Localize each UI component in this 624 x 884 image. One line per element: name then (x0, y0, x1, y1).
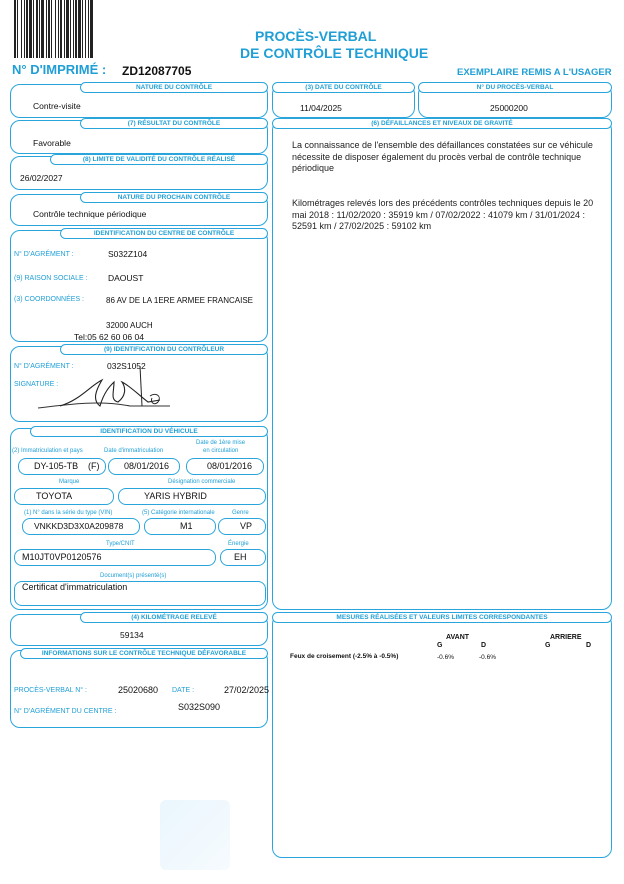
defaillances-paragraph2: Kilométrages relevés lors des précédents contrôles techniques depuis le 20 mai 2018 : 11/02/2020 : 35919 km / 07/02/2022 : 41079 km / 31/01/2024 : 52591 km / 27/02/2025 : 59102 km (292, 198, 594, 231)
numero-pv-value: 25000200 (490, 103, 528, 113)
centre-agrement-label: N° D'AGRÉMENT : (14, 251, 74, 258)
kilometrage-value: 59134 (120, 630, 144, 640)
centre-agrement-value: S032Z104 (108, 249, 148, 259)
date-controle-value: 11/04/2025 (300, 103, 342, 113)
genre-value: VP (240, 521, 253, 531)
centre-coord-line1: 86 AV DE LA 1ERE ARMEE FRANCAISE (106, 296, 254, 305)
centre-header: IDENTIFICATION DU CENTRE DE CONTRÔLE (60, 228, 268, 239)
mesures-row-avant-g: -0.6% (437, 654, 454, 661)
prochain-value: Contrôle technique périodique (33, 209, 147, 219)
limite-header: (8) LIMITE DE VALIDITÉ DU CONTRÔLE RÉALISÉ (50, 154, 268, 165)
designation-value: YARIS HYBRID (144, 491, 207, 501)
defaillances-header: (6) DÉFAILLANCES ET NIVEAUX DE GRAVITÉ (272, 118, 612, 129)
mesures-avant: AVANT (446, 634, 470, 641)
centre-raison-value: DAOUST (108, 273, 144, 283)
defavorable-date-value: 27/02/2025 (224, 685, 270, 695)
defavorable-agrement-value: S032S090 (178, 702, 221, 712)
centre-raison-label: (9) RAISON SOCIALE : (14, 275, 88, 282)
controleur-agrement-value: 032S1052 (107, 361, 146, 371)
genre-label: Genre (232, 510, 249, 516)
immat-label: (2) Immatriculation et pays (12, 448, 83, 454)
exemplaire-label: EXEMPLAIRE REMIS A L'USAGER (457, 67, 612, 78)
mesures-avant-d: D (481, 642, 487, 649)
mesures-arriere-d: D (586, 642, 592, 649)
numero-imprime-label: N° D'IMPRIMÉ : (12, 62, 107, 77)
nature-header: NATURE DU CONTRÔLE (80, 82, 268, 93)
prochain-header: NATURE DU PROCHAIN CONTRÔLE (80, 192, 268, 203)
documents-label: Document(s) présenté(s) (100, 573, 167, 579)
vehicule-header: IDENTIFICATION DU VÉHICULE (30, 426, 268, 437)
kilometrage-header: (4) KILOMÉTRAGE RELEVÉ (80, 612, 268, 623)
vin-value: VNKKD3D3X0A209878 (34, 521, 124, 531)
defavorable-header: INFORMATIONS SUR LE CONTRÔLE TECHNIQUE DÉFAVORABLE (20, 648, 268, 659)
type-label: Type/CNIT (106, 541, 135, 547)
marque-value: TOYOTA (36, 491, 73, 501)
limite-value: 26/02/2027 (20, 173, 63, 183)
defavorable-agrement-label: N° D'AGRÉMENT DU CENTRE : (14, 708, 117, 715)
mesures-row-label: Feux de croisement (-2.5% à -0.5%) (290, 653, 399, 660)
barcode (14, 0, 122, 58)
date-controle-header: (3) DATE DU CONTRÔLE (272, 82, 415, 93)
signature-image (30, 356, 180, 420)
page-title-line1: PROCÈS-VERBAL (255, 28, 377, 44)
centre-coord-line2: 32000 AUCH (106, 321, 153, 330)
resultat-value: Favorable (33, 138, 71, 148)
documents-value: Certificat d'immatriculation (22, 582, 128, 592)
resultat-header: (7) RÉSULTAT DU CONTRÔLE (80, 118, 268, 129)
immat-value: DY-105-TB (34, 461, 79, 471)
controleur-agrement-label: N° D'AGRÉMENT : (14, 363, 74, 370)
centre-coord-label: (3) COORDONNÉES : (14, 296, 85, 303)
mesures-arriere: ARRIERE (550, 634, 582, 641)
hologram-area (160, 800, 230, 870)
centre-tel: Tel:05 62 60 06 04 (74, 332, 144, 342)
type-value: M10JT0VP0120576 (22, 552, 102, 562)
mesures-header: MESURES RÉALISÉES ET VALEURS LIMITES CORRESPONDANTES (272, 612, 612, 623)
defavorable-pv-label: PROCÈS-VERBAL N° : (14, 687, 87, 694)
categorie-value: M1 (180, 521, 193, 531)
marque-label: Marque (59, 479, 80, 485)
numero-imprime-value: ZD12087705 (122, 64, 192, 78)
immat-pays: (F) (88, 461, 100, 471)
mesures-avant-g: G (437, 642, 443, 649)
controleur-header: (9) IDENTIFICATION DU CONTRÔLEUR (60, 344, 268, 355)
date-immat-value: 08/01/2016 (124, 461, 170, 471)
energie-label: Énergie (228, 541, 249, 547)
date-immat-label: Date d'immatriculation (104, 448, 164, 454)
date-mise-label1: Date de 1ère mise (196, 440, 246, 446)
defaillances-box (272, 120, 612, 610)
date-mise-value: 08/01/2016 (207, 461, 253, 471)
vin-label: (1) N° dans la série du type (VIN) (24, 510, 113, 516)
categorie-label: (5) Catégorie internationale (142, 510, 215, 516)
signature-label: SIGNATURE : (14, 381, 59, 388)
mesures-arriere-g: G (545, 642, 551, 649)
nature-value: Contre-visite (33, 101, 81, 111)
numero-pv-header: N° DU PROCÈS-VERBAL (418, 82, 612, 93)
date-mise-label2: en circulation (203, 448, 239, 454)
mesures-row-avant-d: -0.6% (479, 654, 496, 661)
mesures-box (272, 614, 612, 858)
defavorable-pv-value: 25020680 (118, 685, 159, 695)
designation-label: Désignation commerciale (168, 479, 236, 485)
page-title-line2: DE CONTRÔLE TECHNIQUE (240, 45, 429, 61)
defavorable-date-label: DATE : (172, 687, 195, 694)
defaillances-paragraph1: La connaissance de l'ensemble des défaillances constatées sur ce véhicule nécessite de disposer également du procès verbal de contrôle technique périodique (292, 140, 593, 173)
energie-value: EH (234, 552, 247, 562)
